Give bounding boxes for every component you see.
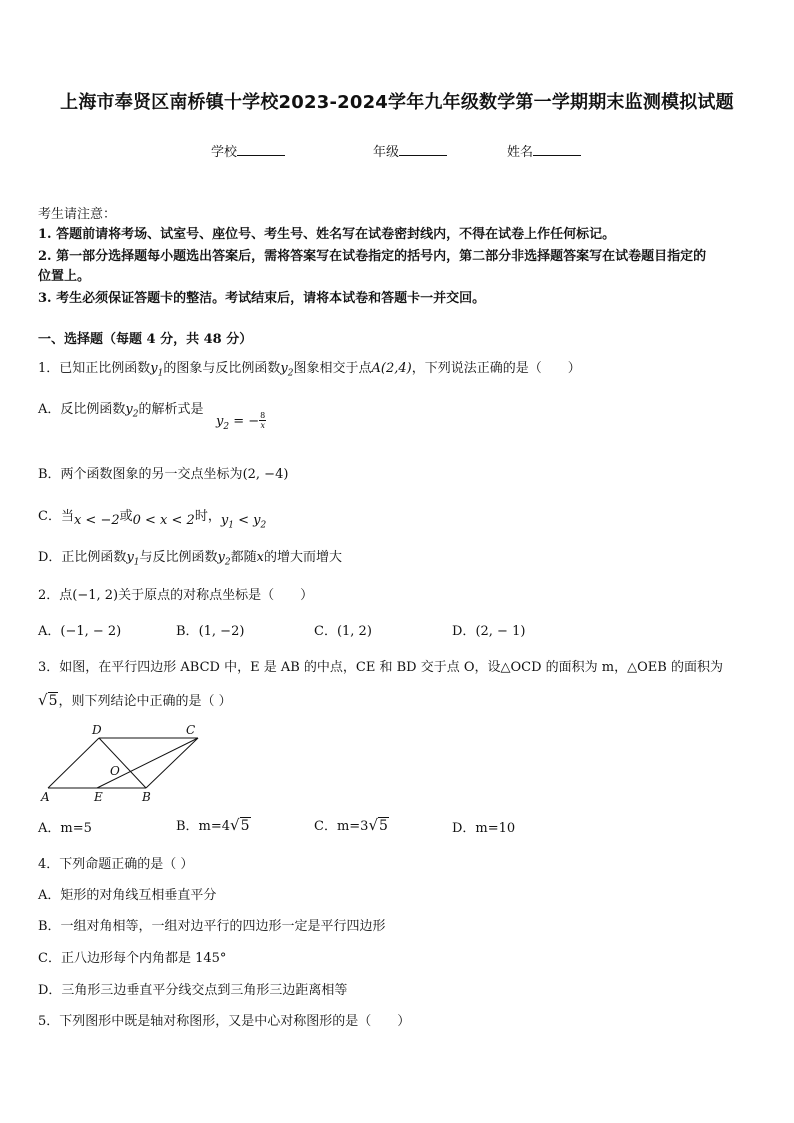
question-2-stem: 2．点(−1, 2)关于原点的对称点坐标是（ ） — [38, 588, 314, 603]
label-D: D — [92, 723, 102, 737]
question-4-stem: 4．下列命题正确的是（ ） — [38, 857, 194, 872]
q2-option-d: D．(2, − 1) — [452, 624, 526, 639]
q1-text-c: 图象相交于点 — [293, 361, 372, 376]
label-B: B — [142, 790, 151, 804]
q2-option-a: A．(−1, − 2) — [38, 624, 122, 639]
q1-option-c: C．当x < −2或0 < x < 2时，$y_1 < y_2$ — [38, 509, 267, 531]
q1-optA-formula: $y_2$ = − $\frac{8}{x}$ — [216, 411, 266, 433]
q1-text-d: ，下列说法正确的是（ ） — [411, 361, 581, 376]
side-BC — [146, 738, 198, 788]
parallelogram-figure — [36, 720, 206, 806]
notice-item-2: 2. 第一部分选择题每小题选出答案后，需将答案写在试卷指定的括号内，第二部分非选择题答案写在试卷题目指定的 — [38, 249, 707, 264]
diagonal-BD — [99, 738, 146, 788]
grade-label: 年级 — [373, 145, 400, 160]
school-field — [211, 141, 285, 160]
question-3-stem-line2: √5，则下列结论中正确的是（ ） — [38, 691, 232, 709]
q2-option-b: B．(1, −2) — [176, 624, 245, 639]
label-A: A — [41, 790, 50, 804]
q4-option-b: B．一组对角相等，一组对边平行的四边形一定是平行四边形 — [38, 919, 386, 934]
notice-heading: 考生请注意： — [38, 207, 117, 222]
q1-optA-fraction: $\frac{8}{x}$ — [260, 411, 266, 430]
q3-option-c: C．m=3√5 — [314, 816, 388, 834]
q1-option-a: A．反比例函数$y_2$的解析式是 — [38, 402, 204, 420]
q1-option-d: D．正比例函数$y_1$与反比例函数$y_2$都随x的增大而增大 — [38, 550, 343, 568]
q3-option-a: A．m=5 — [38, 821, 92, 836]
question-5-stem: 5．下列图形中既是轴对称图形，又是中心对称图形的是（ ） — [38, 1014, 411, 1029]
section-heading: 一、选择题（每题 4 分，共 48 分） — [38, 332, 253, 347]
q3-option-d: D．m=10 — [452, 821, 516, 836]
school-blank — [237, 142, 285, 156]
q1-optA-y2: $y_2$ — [125, 402, 139, 420]
label-O: O — [110, 764, 120, 778]
q4-option-c: C．正八边形每个内角都是 145° — [38, 951, 227, 966]
segment-CE — [97, 738, 198, 788]
q4-option-a: A．矩形的对角线互相垂直平分 — [38, 888, 217, 903]
question-1-stem — [38, 357, 581, 379]
notice-item-3: 3. 考生必须保证答题卡的整洁。考试结束后，请将本试卷和答题卡一并交回。 — [38, 291, 486, 306]
grade-blank — [399, 142, 447, 156]
q3-option-b: B．m=4√5 — [176, 816, 250, 834]
q4-option-d: D．三角形三边垂直平分线交点到三角形三边距离相等 — [38, 983, 348, 998]
q1-optB-point: (2, −4) — [242, 467, 289, 482]
school-label: 学校 — [211, 145, 238, 160]
page-title: 上海市奉贤区南桥镇十学校2023-2024学年九年级数学第一学期期末监测模拟试题 — [60, 92, 734, 113]
q2-option-c: C．(1, 2) — [314, 624, 372, 639]
label-E: E — [94, 790, 103, 804]
q1-option-b: B．两个函数图象的另一交点坐标为(2, −4) — [38, 467, 289, 482]
q1-text-a: 1．已知正比例函数 — [38, 361, 151, 376]
q3-sqrt5: √5 — [38, 691, 58, 709]
q2-point: (−1, 2) — [72, 588, 119, 603]
notice-item-1: 1. 答题前请将考场、试室号、座位号、考生号、姓名写在试卷密封线内，不得在试卷上作任何标记。 — [38, 227, 616, 242]
question-3-stem-line1: 3．如图，在平行四边形 ABCD 中，E 是 AB 的中点，CE 和 BD 交于点 O，设△OCD 的面积为 m，△OEB 的面积为 — [38, 660, 723, 675]
q1-point: A(2,4) — [371, 361, 412, 376]
grade-field — [373, 141, 447, 160]
name-blank — [533, 142, 581, 156]
side-DA — [48, 738, 99, 788]
label-C: C — [186, 723, 196, 737]
notice-item-2-cont: 位置上。 — [38, 269, 91, 284]
q1-var-y1: $y_1$ — [150, 361, 164, 379]
name-field — [507, 141, 581, 160]
q1-text-b: 的图象与反比例函数 — [163, 361, 281, 376]
name-label: 姓名 — [507, 145, 534, 160]
q1-var-y2: $y_2$ — [280, 361, 294, 379]
